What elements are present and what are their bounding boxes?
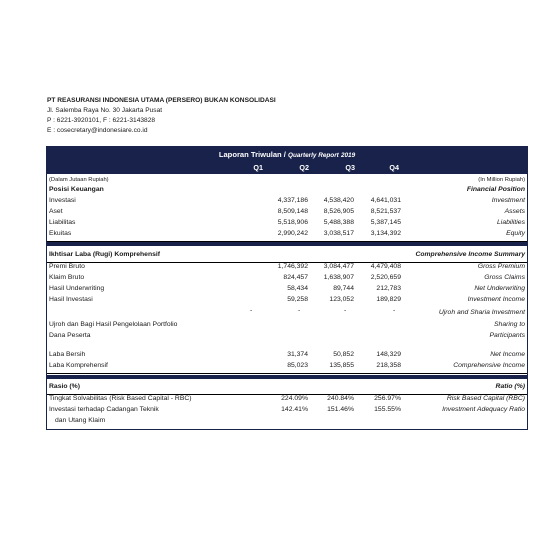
company-info bbox=[47, 96, 276, 136]
row-label: Klaim Bruto bbox=[49, 274, 85, 281]
ratio-heading bbox=[47, 383, 527, 395]
q4-dash: - bbox=[393, 307, 396, 314]
col-q4: Q4 bbox=[389, 163, 399, 172]
q1-value: 58,434 bbox=[287, 285, 308, 292]
section-divider bbox=[47, 375, 527, 379]
table-row bbox=[47, 230, 527, 242]
section-divider bbox=[47, 242, 527, 246]
title-year: 2019 bbox=[340, 152, 356, 159]
row-label: Premi Bruto bbox=[49, 263, 85, 270]
heading-id: Rasio (%) bbox=[49, 383, 80, 390]
heading-id: Ikhtisar Laba (Rugi) Komprehensif bbox=[49, 251, 161, 258]
q3-value: 212,783 bbox=[376, 285, 401, 292]
q2-value: 3,084,477 bbox=[323, 263, 354, 270]
q3-value: 5,387,145 bbox=[370, 219, 401, 226]
q3-value: 4,479,408 bbox=[370, 263, 401, 270]
heading-id: Posisi Keuangan bbox=[49, 186, 104, 193]
row-label-en: Sharing to bbox=[494, 321, 525, 328]
q3-value: 4,641,031 bbox=[370, 197, 401, 204]
investment-ratio-label: Investasi terhadap Cadangan Teknik bbox=[49, 406, 159, 413]
q2-value: 1,638,907 bbox=[323, 274, 354, 281]
q3-value: 3,134,392 bbox=[370, 230, 401, 237]
row-label: Investasi bbox=[49, 197, 76, 204]
table-row bbox=[47, 296, 527, 307]
col-q3: Q3 bbox=[345, 163, 355, 172]
company-name: PT REASURANSI INDONESIA UTAMA (PERSERO) BUKAN KONSOLIDASI bbox=[47, 97, 276, 104]
q2-dash: - bbox=[298, 307, 301, 314]
q2-value: 135,855 bbox=[329, 362, 354, 369]
q2-value: 151.46% bbox=[327, 406, 354, 413]
title-en: Quarterly Report bbox=[288, 152, 339, 159]
quarterly-report-table bbox=[46, 146, 528, 430]
table-row bbox=[47, 219, 527, 230]
table-row bbox=[47, 395, 527, 406]
table-row bbox=[47, 351, 527, 362]
table-row bbox=[47, 263, 527, 274]
table-row bbox=[47, 332, 527, 343]
q1-value: 824,457 bbox=[283, 274, 308, 281]
table-row bbox=[47, 406, 527, 417]
row-label: Laba Komprehensif bbox=[49, 362, 108, 369]
q1-value: 59,258 bbox=[287, 296, 308, 303]
position-heading bbox=[47, 186, 527, 197]
q1-value: 31,374 bbox=[287, 351, 308, 358]
table-row bbox=[47, 208, 527, 219]
report-header bbox=[47, 147, 527, 174]
row-label: Hasil Investasi bbox=[49, 296, 93, 303]
q3-value: 256.97% bbox=[374, 395, 401, 402]
col-q1: Q1 bbox=[253, 163, 263, 172]
company-email: E : cosecretary@indonesiare.co.id bbox=[47, 127, 148, 134]
q3-value: 189,829 bbox=[376, 296, 401, 303]
q1-value: 8,509,148 bbox=[277, 208, 308, 215]
row-label-en: Net Income bbox=[490, 351, 525, 358]
q1-value: 4,337,186 bbox=[277, 197, 308, 204]
q1-value: 224.09% bbox=[281, 395, 308, 402]
report-title bbox=[47, 150, 527, 159]
row-label-en: Equity bbox=[506, 230, 525, 237]
table-row bbox=[47, 321, 527, 332]
company-phone: P : 6221-3920101, F : 6221-3143828 bbox=[47, 117, 156, 124]
row-label: Ekuitas bbox=[49, 230, 72, 237]
row-label-en: Gross Premium bbox=[477, 263, 525, 270]
row-label-en: Net Underwriting bbox=[474, 285, 525, 292]
q2-value: 5,488,388 bbox=[323, 219, 354, 226]
rbc-label: Tingkat Solvabilitas (Risk Based Capital - RBC) bbox=[49, 395, 192, 402]
heading-en: Financial Position bbox=[466, 186, 525, 193]
q3-value: 8,521,537 bbox=[370, 208, 401, 215]
col-q2: Q2 bbox=[299, 163, 309, 172]
row-label-en: Investment bbox=[491, 197, 525, 204]
q3-dash: - bbox=[344, 307, 347, 314]
q1-dash: - bbox=[250, 307, 253, 314]
company-address: Jl. Salemba Raya No. 30 Jakarta Pusat bbox=[47, 107, 163, 114]
title-id: Laporan Triwulan / bbox=[218, 150, 286, 159]
q2-value: 240.84% bbox=[327, 395, 354, 402]
q2-value: 3,038,517 bbox=[323, 230, 354, 237]
row-label: Aset bbox=[49, 208, 63, 215]
unit-id: (Dalam Jutaan Rupiah) bbox=[49, 177, 109, 183]
q1-value: 85,023 bbox=[287, 362, 308, 369]
q3-value: 148,329 bbox=[376, 351, 401, 358]
row-label-en: Assets bbox=[504, 208, 525, 215]
row-label-en: Comprehensive Income bbox=[453, 362, 525, 369]
row-label: Ujroh dan Bagi Hasil Pengelolaan Portfolio bbox=[49, 321, 178, 328]
q1-value: 142.41% bbox=[281, 406, 308, 413]
investment-ratio-label-cont: dan Utang Klaim bbox=[55, 417, 106, 424]
dash-row bbox=[47, 307, 527, 318]
q2-value: 123,052 bbox=[329, 296, 354, 303]
heading-en: Comprehensive Income Summary bbox=[415, 251, 525, 258]
q2-value: 89,744 bbox=[333, 285, 354, 292]
q2-value: 50,852 bbox=[333, 351, 354, 358]
heading-en: Ratio (%) bbox=[495, 383, 525, 390]
rbc-label-en: Risk Based Capital (RBC) bbox=[446, 395, 525, 402]
row-label: Laba Bersih bbox=[49, 351, 86, 358]
q1-value: 5,518,906 bbox=[277, 219, 308, 226]
row-label-en: Investment Income bbox=[467, 296, 525, 303]
investment-ratio-label-en: Investment Adequacy Ratio bbox=[442, 406, 525, 413]
q3-value: 155.55% bbox=[374, 406, 401, 413]
ujroh-label-en: Ujroh and Sharia Investment bbox=[438, 309, 525, 316]
table-row bbox=[47, 197, 527, 208]
row-label-en: Liabilities bbox=[497, 219, 525, 226]
row-label: Hasil Underwriting bbox=[49, 285, 105, 292]
q2-value: 8,526,905 bbox=[323, 208, 354, 215]
table-row bbox=[47, 417, 527, 428]
table-row bbox=[47, 285, 527, 296]
table-row bbox=[47, 274, 527, 285]
q3-value: 218,358 bbox=[376, 362, 401, 369]
income-heading bbox=[47, 251, 527, 263]
q1-value: 1,746,392 bbox=[277, 263, 308, 270]
unit-en: (In Million Rupiah) bbox=[478, 177, 525, 183]
row-label: Dana Peserta bbox=[49, 332, 91, 339]
row-label-en: Gross Claims bbox=[484, 274, 525, 281]
q1-value: 2,990,242 bbox=[277, 230, 308, 237]
q2-value: 4,538,420 bbox=[323, 197, 354, 204]
row-label-en: Participants bbox=[489, 332, 525, 339]
q3-value: 2,520,659 bbox=[370, 274, 401, 281]
row-label: Liabilitas bbox=[49, 219, 76, 226]
table-row bbox=[47, 362, 527, 374]
